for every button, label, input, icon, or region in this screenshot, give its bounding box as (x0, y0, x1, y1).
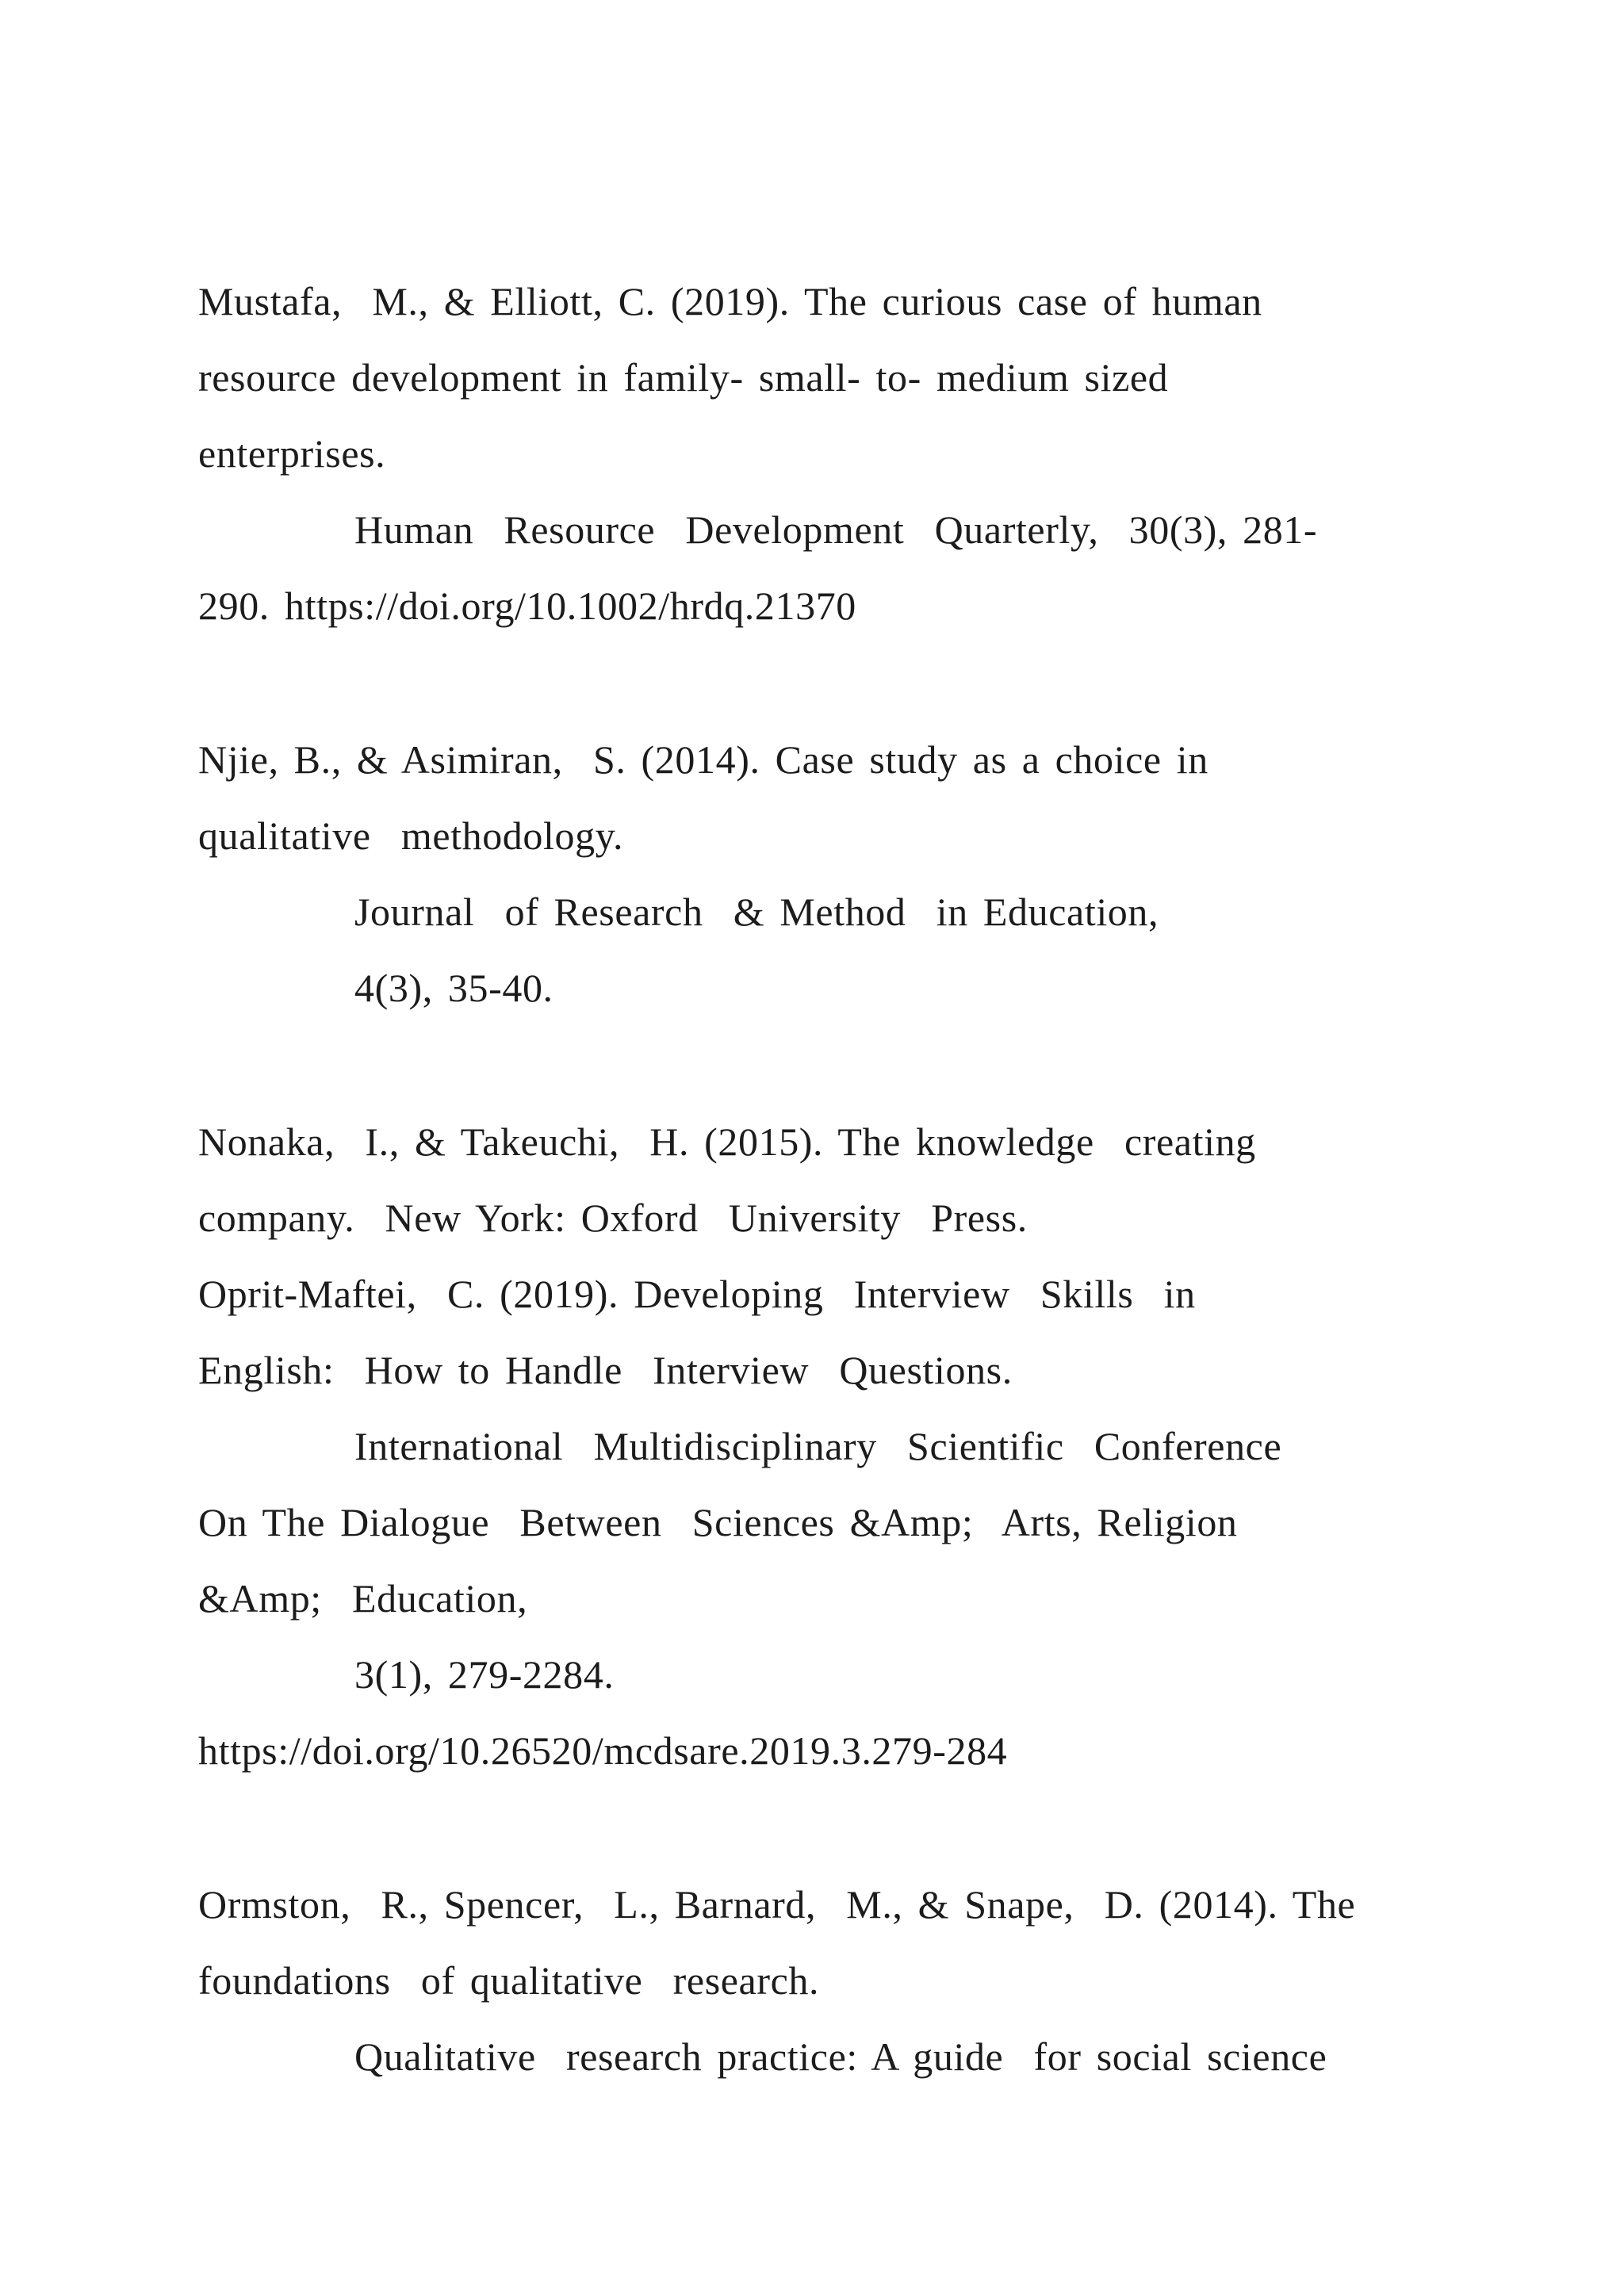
reference-mustafa-line-4: Human Resource Development Quarterly, 30(3), 281- (354, 507, 1318, 552)
reference-nonaka-line-1: Nonaka, I., & Takeuchi, H. (2015). The knowledge creating (198, 1119, 1256, 1164)
reference-njie-line-3: Journal of Research & Method in Education, (354, 890, 1159, 934)
reference-njie-line-4: 4(3), 35-40. (354, 966, 553, 1010)
reference-mustafa-line-3: enterprises. (198, 431, 386, 476)
reference-oprit-line-2: English: How to Handle Interview Questions. (198, 1348, 1013, 1392)
reference-oprit-line-6: 3(1), 279-2284. (354, 1652, 615, 1697)
reference-oprit-line-1: Oprit-Maftei, C. (2019). Developing Interview Skills in (198, 1272, 1196, 1316)
reference-nonaka-line-2: company. New York: Oxford University Press. (198, 1196, 1028, 1240)
reference-oprit-line-3: International Multidisciplinary Scientific Conference (354, 1424, 1282, 1468)
reference-mustafa-line-1: Mustafa, M., & Elliott, C. (2019). The curious case of human (198, 279, 1262, 323)
reference-oprit-line-5: &Amp; Education, (198, 1576, 528, 1621)
reference-ormston-line-2: foundations of qualitative research. (198, 1958, 820, 2003)
reference-ormston-line-3: Qualitative research practice: A guide for social science (354, 2034, 1327, 2079)
reference-oprit-line-4: On The Dialogue Between Sciences &Amp; Arts, Religion (198, 1500, 1238, 1544)
reference-mustafa-line-5: 290. https://doi.org/10.1002/hrdq.21370 (198, 584, 856, 628)
reference-mustafa-line-2: resource development in family- small- to- medium sized (198, 355, 1169, 400)
reference-oprit-line-7: https://doi.org/10.26520/mcdsare.2019.3.279-284 (198, 1728, 1008, 1773)
reference-njie-line-1: Njie, B., & Asimiran, S. (2014). Case study as a choice in (198, 737, 1208, 782)
reference-ormston-line-1: Ormston, R., Spencer, L., Barnard, M., & Snape, D. (2014). The (198, 1882, 1356, 1927)
reference-njie-line-2: qualitative methodology. (198, 813, 624, 858)
